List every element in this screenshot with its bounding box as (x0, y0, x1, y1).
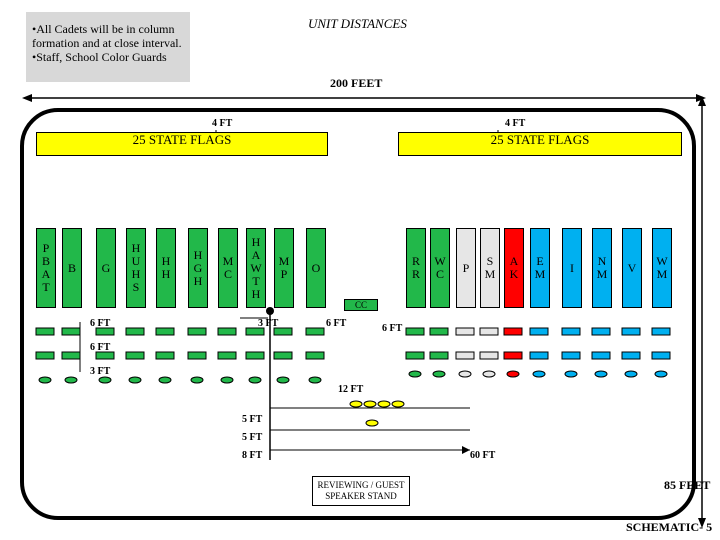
unit-column-left-7 (246, 228, 266, 308)
unit-column-label: P (462, 260, 470, 275)
note-line-1: •All Cadets will be in column (32, 22, 175, 36)
unit-column-label: O (311, 260, 321, 275)
guard-rect-right-2 (456, 352, 474, 359)
dist-six-ft-a: 6 FT (90, 318, 111, 329)
guidon-dot-right-8 (625, 371, 637, 377)
dist-sixty-ft: 60 FT (470, 450, 496, 461)
unit-column-right-0 (406, 228, 426, 308)
staff-rect-right-1 (430, 328, 448, 335)
unit-column-right-3 (480, 228, 500, 308)
staff-rect-left-7 (246, 328, 264, 335)
state-flags-left-label: 25 STATE FLAGS (132, 132, 232, 147)
guidon-dot-left-0 (39, 377, 51, 383)
unit-column-right-9 (652, 228, 672, 308)
reviewing-stand (312, 476, 410, 506)
guidon-dot-left-1 (65, 377, 77, 383)
guard-rect-right-4 (504, 352, 522, 359)
guidon-dot-left-4 (159, 377, 171, 383)
guard-rect-right-9 (652, 352, 670, 359)
staff-rect-left-1 (62, 328, 80, 335)
staff-rect-right-4 (504, 328, 522, 335)
state-flags-right-label: 25 STATE FLAGS (490, 132, 590, 147)
guidon-dot-right-6 (565, 371, 577, 377)
staff-rect-right-8 (622, 328, 640, 335)
staff-rect-left-4 (156, 328, 174, 335)
unit-column-label: H G H (193, 247, 203, 288)
guidon-dot-right-9 (655, 371, 667, 377)
stand-line-1: REVIEWING / GUEST (317, 480, 405, 490)
dist-six-ft-c: 6 FT (382, 323, 403, 334)
unit-column-right-8 (622, 228, 642, 308)
width-label: 200 FEET (330, 76, 383, 90)
dist-three-ft-a: 3 FT (258, 318, 279, 329)
guard-rect-right-5 (530, 352, 548, 359)
unit-column-label: I (570, 260, 574, 275)
guard-rect-right-3 (480, 352, 498, 359)
dist-six-ft-b: 6 FT (326, 318, 347, 329)
unit-column-right-2 (456, 228, 476, 308)
staff-rect-right-5 (530, 328, 548, 335)
guidon-dot-left-3 (129, 377, 141, 383)
guidon-dot-right-2 (459, 371, 471, 377)
reviewing-dot-0 (350, 401, 362, 407)
guard-rect-left-5 (188, 352, 206, 359)
guard-rect-right-1 (430, 352, 448, 359)
staff-rect-left-9 (306, 328, 324, 335)
cc-marker (344, 299, 378, 311)
note-line-3: •Staff, School Color Guards (32, 50, 167, 64)
dist-eight-ft: 8 FT (242, 450, 263, 461)
unit-column-label: M C (222, 254, 234, 281)
guard-rect-left-4 (156, 352, 174, 359)
staff-rect-left-8 (274, 328, 292, 335)
staff-rect-right-2 (456, 328, 474, 335)
dist-five-ft-a: 5 FT (242, 414, 263, 425)
unit-column-right-5 (530, 228, 550, 308)
diagram-title: UNIT DISTANCES (308, 16, 407, 31)
unit-column-left-6 (218, 228, 238, 308)
stand-line-2: SPEAKER STAND (325, 491, 397, 501)
reviewing-dot-2 (378, 401, 390, 407)
guidon-dot-right-1 (433, 371, 445, 377)
cc-label: CC (354, 300, 367, 310)
dist-three-ft-b: 3 FT (90, 366, 111, 377)
state-flags-right (398, 132, 682, 156)
guard-rect-left-0 (36, 352, 54, 359)
staff-rect-left-6 (218, 328, 236, 335)
guidon-dot-right-5 (533, 371, 545, 377)
unit-column-label: H H (161, 254, 171, 281)
unit-column-label: S M (484, 254, 496, 281)
guidon-dot-right-0 (409, 371, 421, 377)
unit-column-right-6 (562, 228, 582, 308)
unit-column-label: W M (656, 254, 668, 281)
staff-rect-left-3 (126, 328, 144, 335)
unit-column-label: M P (278, 254, 290, 281)
guard-rect-left-7 (246, 352, 264, 359)
unit-column-label: E M (534, 254, 546, 281)
guard-rect-right-0 (406, 352, 424, 359)
unit-column-right-1 (430, 228, 450, 308)
guard-rect-right-8 (622, 352, 640, 359)
unit-column-label: A K (509, 254, 519, 281)
guidon-dot-left-5 (191, 377, 203, 383)
staff-rect-left-5 (188, 328, 206, 335)
guidon-dot-right-4 (507, 371, 519, 377)
dist-twelve-ft: 12 FT (338, 384, 364, 395)
unit-column-label: B (67, 260, 76, 275)
guidon-dot-left-9 (309, 377, 321, 383)
guard-rect-left-6 (218, 352, 236, 359)
guidon-dot-left-8 (277, 377, 289, 383)
four-ft-right: 4 FT (505, 118, 526, 129)
schematic-label: SCHEMATIC- 5 (626, 520, 713, 534)
state-flags-left (36, 132, 328, 156)
unit-column-label: H A W T H (250, 234, 262, 301)
unit-column-left-8 (274, 228, 294, 308)
dist-five-ft-b: 5 FT (242, 432, 263, 443)
guard-rect-left-2 (96, 352, 114, 359)
unit-column-label: G (101, 260, 111, 275)
guard-rect-left-3 (126, 352, 144, 359)
unit-column-left-4 (156, 228, 176, 308)
guidon-dot-left-2 (99, 377, 111, 383)
guard-rect-right-6 (562, 352, 580, 359)
staff-rect-left-0 (36, 328, 54, 335)
height-label: 85 FEET (664, 478, 711, 492)
guidon-dot-left-7 (249, 377, 261, 383)
staff-rect-left-2 (96, 328, 114, 335)
unit-column-right-7 (592, 228, 612, 308)
guidon-dot-left-6 (221, 377, 233, 383)
reviewing-dot-1 (364, 401, 376, 407)
guard-rect-left-8 (274, 352, 292, 359)
guidon-dot-right-3 (483, 371, 495, 377)
unit-column-left-0 (36, 228, 56, 308)
guard-rect-left-1 (62, 352, 80, 359)
guard-rect-left-9 (306, 352, 324, 359)
four-ft-left: 4 FT (212, 118, 233, 129)
staff-rect-right-0 (406, 328, 424, 335)
unit-column-left-3 (126, 228, 146, 308)
note-box (26, 12, 190, 82)
staff-rect-right-6 (562, 328, 580, 335)
unit-column-right-4 (504, 228, 524, 308)
reviewing-dot-single (366, 420, 378, 426)
unit-column-left-1 (62, 228, 82, 308)
reviewing-dot-3 (392, 401, 404, 407)
unit-column-left-5 (188, 228, 208, 308)
staff-rect-right-7 (592, 328, 610, 335)
unit-column-label: H U H S (131, 241, 141, 294)
guard-rect-right-7 (592, 352, 610, 359)
staff-rect-right-3 (480, 328, 498, 335)
guidon-dot-right-7 (595, 371, 607, 377)
unit-column-label: W C (434, 254, 446, 281)
unit-column-label: R R (411, 254, 420, 281)
note-line-2: formation and at close interval. (32, 36, 182, 50)
unit-column-label: N M (596, 254, 608, 281)
staff-rect-right-9 (652, 328, 670, 335)
unit-column-label: P B A T (41, 241, 51, 294)
dist-six-ft-d: 6 FT (90, 342, 111, 353)
unit-column-label: V (627, 260, 637, 275)
unit-column-left-9 (306, 228, 326, 308)
unit-column-left-2 (96, 228, 116, 308)
